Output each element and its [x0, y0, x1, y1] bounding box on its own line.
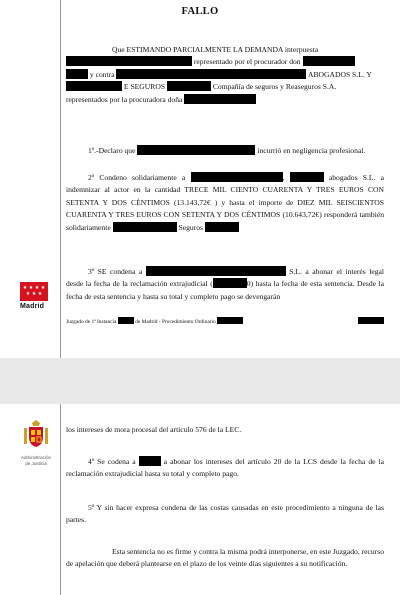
redacted-block — [118, 317, 134, 324]
logo-label: Madrid — [20, 303, 45, 310]
redacted-block — [146, 266, 286, 276]
redacted-block — [66, 69, 88, 79]
redacted-block — [66, 81, 122, 91]
redacted-block — [116, 69, 306, 79]
redacted-block — [191, 172, 283, 182]
paragraph-point-2: 2º Condeno solidariamente a , abogados S.L. a indemnizar al actor en la cantidad TRECE MIL CIENTO CUARENTA Y TRES EUROS CON SETENTA Y DOS CÉNTIMOS (13.143,72€ ) y hasta el importe de DIEZ MIL SEISCIENTOS CUARENTA Y TRES EUROS CON SETENTA Y DOS CÉNTIMOS (10.643,72€) responderá también solidariamente Seguros — [66, 173, 384, 232]
coat-of-arms-icon — [21, 418, 51, 448]
margin-rule — [60, 0, 61, 358]
redacted-block — [66, 56, 192, 66]
paragraph-continuation: los intereses de mora procesal del artículo 576 de la LEC. — [66, 425, 242, 434]
paragraph-point-1: 1º.-Declaro que incurrió en negligencia profesional. — [88, 146, 366, 155]
redacted-block — [213, 278, 247, 288]
redacted-block — [167, 81, 211, 91]
redacted-block — [139, 456, 161, 466]
redacted-block — [205, 222, 239, 232]
madrid-flag-icon: ★ ★ ★ ★ ★ ★ ★ — [20, 282, 48, 301]
redacted-block — [290, 172, 324, 182]
page-footer: Juzgado de 1ª Instancia de Madrid - Procedimiento Ordinario — [66, 317, 384, 326]
redacted-block — [137, 145, 255, 155]
paragraph-point-3: 3º SE condena a S.L. a abonar el interés legal desde la fecha de la reclamación extrajudicial ( 0) hasta la fecha de esta sentencia. Desde la fecha de esta sentencia y hasta su total y completo pago se devengarán — [66, 267, 384, 301]
paragraph-point-5: 5º Y sin hacer expresa condena de las costas causadas en este procedimiento a ninguna de las partes. — [66, 503, 384, 525]
margin-rule — [60, 404, 61, 595]
paragraph-point-4: 4º Se codena a a abonar los intereses del artículo 20 de la LCS desde la fecha de la reclamación extrajudicial hasta su total y completo pago. — [66, 457, 384, 479]
justice-administration-logo: Administración de Justicia — [14, 418, 58, 466]
section-title: FALLO — [181, 6, 219, 17]
redacted-block — [358, 317, 384, 324]
redacted-block — [113, 222, 177, 232]
page-separator — [0, 358, 400, 404]
redacted-block — [184, 94, 256, 104]
paragraph-appeal-notice: Esta sentencia no es firme y contra la misma podrá interponerse, en este Juzgado, recurso de apelación que deberá plantearse en el plazo de los veinte días siguientes a su notificación. — [66, 547, 384, 569]
paragraph-ruling-intro: Que ESTIMANDO PARCIALMENTE LA DEMANDA interpuesta representado por el procurador don y contra ABOGADOS S.L. Y E SEGUROS Compañía de seguros y Reaseguros S.A. representados por la procuradora doña — [66, 45, 372, 104]
redacted-block — [217, 317, 243, 324]
comunidad-madrid-logo — [20, 282, 48, 310]
redacted-block — [303, 56, 355, 66]
